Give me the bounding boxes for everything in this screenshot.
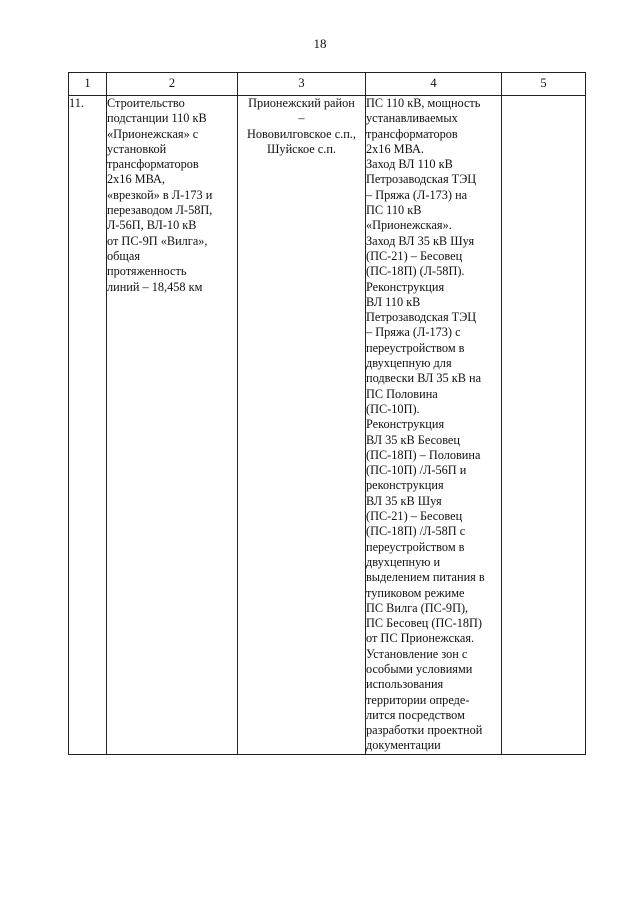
cell-text-line: установкой xyxy=(107,141,167,156)
cell-text-line: 2x16 МВА. xyxy=(366,141,424,156)
cell-text-line: подстанции 110 кВ xyxy=(107,111,207,126)
cell-text-line: (ПС-18П) – Половина xyxy=(366,447,481,462)
cell-text-line: трансформаторов xyxy=(366,126,458,141)
cell-text-line: Петрозаводская ТЭЦ xyxy=(366,172,477,187)
cell-text-line: (ПС-21) – Бесовец xyxy=(366,509,463,524)
cell-text-line: двухцепную и xyxy=(366,554,441,569)
document-table xyxy=(68,72,586,755)
cell-text-line: ПС Вилга (ПС-9П), xyxy=(366,600,469,615)
cell-text-line: ПС 110 кВ xyxy=(366,203,422,218)
cell-text-line: – xyxy=(298,111,305,126)
table-header-row xyxy=(69,73,586,96)
cell-text-line: документации xyxy=(366,738,441,753)
cell-text-line: ВЛ 110 кВ xyxy=(366,294,421,309)
cell-text-line: – Пряжа (Л-173) на xyxy=(366,187,468,202)
column-5-cell xyxy=(502,96,586,755)
page-number: 18 xyxy=(313,36,327,51)
header-col-2: 2 xyxy=(107,73,238,96)
cell-text-line: (ПС-21) – Бесовец xyxy=(366,248,463,263)
cell-text-line: ВЛ 35 кВ Шуя xyxy=(366,493,442,508)
cell-text-line: общая xyxy=(107,248,140,263)
cell-text-line: территории опреде- xyxy=(366,692,470,707)
cell-text-line: ПС Бесовец (ПС-18П) xyxy=(366,616,482,631)
cell-text-line: подвески ВЛ 35 кВ на xyxy=(366,371,482,386)
table-row xyxy=(69,96,586,755)
cell-text-line: от ПС Прионежская. xyxy=(366,631,475,646)
cell-text-line: переустройством в xyxy=(366,539,465,554)
cell-text-line: Заход ВЛ 35 кВ Шуя xyxy=(366,233,475,248)
cell-text-line: Реконструкция xyxy=(366,279,445,294)
cell-text-line: от ПС-9П «Вилга», xyxy=(107,233,208,248)
cell-text-line: – Пряжа (Л-173) с xyxy=(366,325,461,340)
cell-text-line: Реконструкция xyxy=(366,417,445,432)
cell-text-line: «Прионежская» с xyxy=(107,126,199,141)
row-number-cell: 11. xyxy=(69,96,107,755)
cell-text-line: трансформаторов xyxy=(107,157,199,172)
cell-text-line: Заход ВЛ 110 кВ xyxy=(366,157,453,172)
cell-text-line: использования xyxy=(366,677,444,692)
header-col-5: 5 xyxy=(502,73,586,96)
location-lines xyxy=(238,96,365,157)
cell-text-line: переустройством в xyxy=(366,340,465,355)
cell-text-line: перезаводом Л-58П, xyxy=(107,203,213,218)
header-col-4: 4 xyxy=(366,73,502,96)
cell-text-line: реконструкция xyxy=(366,478,444,493)
header-col-3: 3 xyxy=(238,73,366,96)
location-cell xyxy=(238,96,366,755)
cell-text-line: Л-56П, ВЛ-10 кВ xyxy=(107,218,197,233)
cell-text-line: Нововилговское с.п., xyxy=(247,126,356,141)
cell-text-line: Петрозаводская ТЭЦ xyxy=(366,310,477,325)
cell-text-line: 2x16 МВА, xyxy=(107,172,165,187)
cell-text-line: ВЛ 35 кВ Бесовец xyxy=(366,432,460,447)
cell-text-line: выделением питания в xyxy=(366,570,485,585)
cell-text-line: (ПС-18П) (Л-58П). xyxy=(366,264,465,279)
object-description-lines xyxy=(107,96,237,295)
cell-text-line: линий – 18,458 км xyxy=(107,279,203,294)
cell-text-line: Шуйское с.п. xyxy=(267,141,336,156)
cell-text-line: (ПС-18П) /Л-58П с xyxy=(366,524,466,539)
cell-text-line: тупиковом режиме xyxy=(366,585,465,600)
cell-text-line: ПС 110 кВ, мощность xyxy=(366,96,481,110)
characteristics-cell xyxy=(366,96,502,755)
cell-text-line: Установление зон с xyxy=(366,646,468,661)
header-col-1: 1 xyxy=(69,73,107,96)
cell-text-line: лится посредством xyxy=(366,707,465,722)
object-description-cell xyxy=(107,96,238,755)
cell-text-line: (ПС-10П). xyxy=(366,401,420,416)
cell-text-line: разработки проектной xyxy=(366,723,483,738)
cell-text-line: особыми условиями xyxy=(366,661,473,676)
cell-text-line: «Прионежская». xyxy=(366,218,452,233)
cell-text-line: «врезкой» в Л-173 и xyxy=(107,187,213,202)
cell-text-line: двухцепную для xyxy=(366,356,452,371)
cell-text-line: Строительство xyxy=(107,96,185,110)
cell-text-line: ПС Половина xyxy=(366,386,438,401)
cell-text-line: протяженность xyxy=(107,264,187,279)
cell-text-line: (ПС-10П) /Л-56П и xyxy=(366,463,467,478)
cell-text-line: устанавливаемых xyxy=(366,111,458,126)
characteristics-lines xyxy=(366,96,501,754)
cell-text-line: Прионежский район xyxy=(248,96,355,110)
